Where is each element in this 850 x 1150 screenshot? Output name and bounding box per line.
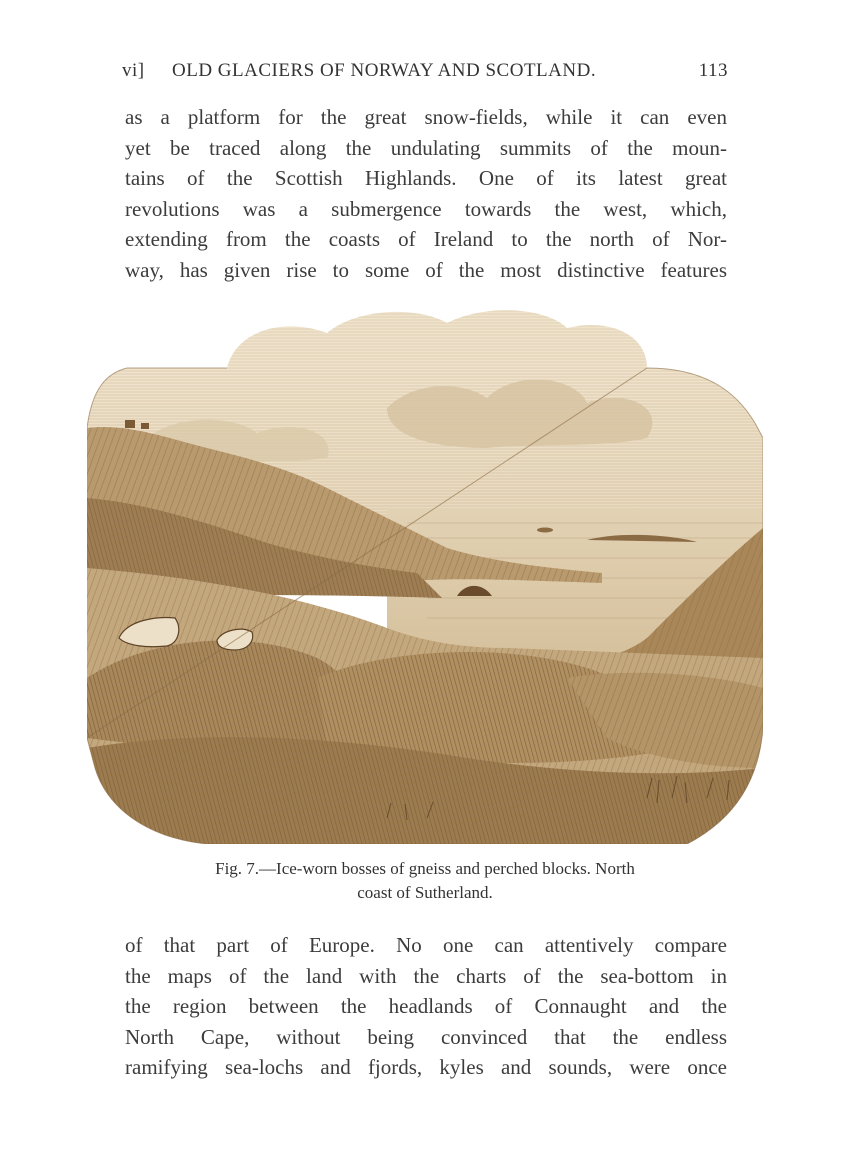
text-line: ramifying sea-lochs and fjords, kyles and sounds, were once bbox=[125, 1055, 727, 1080]
paragraph-top bbox=[125, 102, 727, 286]
engraving-illustration bbox=[87, 298, 763, 844]
running-header bbox=[122, 60, 728, 86]
running-title: OLD GLACIERS OF NORWAY AND SCOTLAND. bbox=[172, 60, 597, 81]
caption-line-2: coast of Sutherland. bbox=[357, 883, 493, 902]
text-line: as a platform for the great snow-fields, while it can even bbox=[125, 105, 727, 129]
text-line: yet be traced along the undulating summits of the moun- bbox=[125, 135, 727, 160]
text-line: of that part of Europe. No one can attentively compare bbox=[125, 933, 727, 957]
page-number: 113 bbox=[698, 60, 728, 81]
chapter-number: vi] bbox=[122, 60, 145, 81]
figure-caption bbox=[140, 857, 710, 905]
paragraph-bottom bbox=[125, 930, 727, 1083]
text-line: revolutions was a submergence towards the west, which, bbox=[125, 196, 727, 221]
text-line: way, has given rise to some of the most distinctive features bbox=[125, 257, 727, 282]
text-line: the maps of the land with the charts of the sea-bottom in bbox=[125, 963, 727, 988]
text-line: extending from the coasts of Ireland to the north of Nor- bbox=[125, 227, 727, 252]
text-line: North Cape, without being convinced that the endless bbox=[125, 1024, 727, 1049]
text-line: the region between the headlands of Connaught and the bbox=[125, 994, 727, 1019]
caption-line-1: Fig. 7.—Ice-worn bosses of gneiss and perched blocks. North bbox=[215, 859, 635, 878]
text-line: tains of the Scottish Highlands. One of its latest great bbox=[125, 166, 727, 191]
